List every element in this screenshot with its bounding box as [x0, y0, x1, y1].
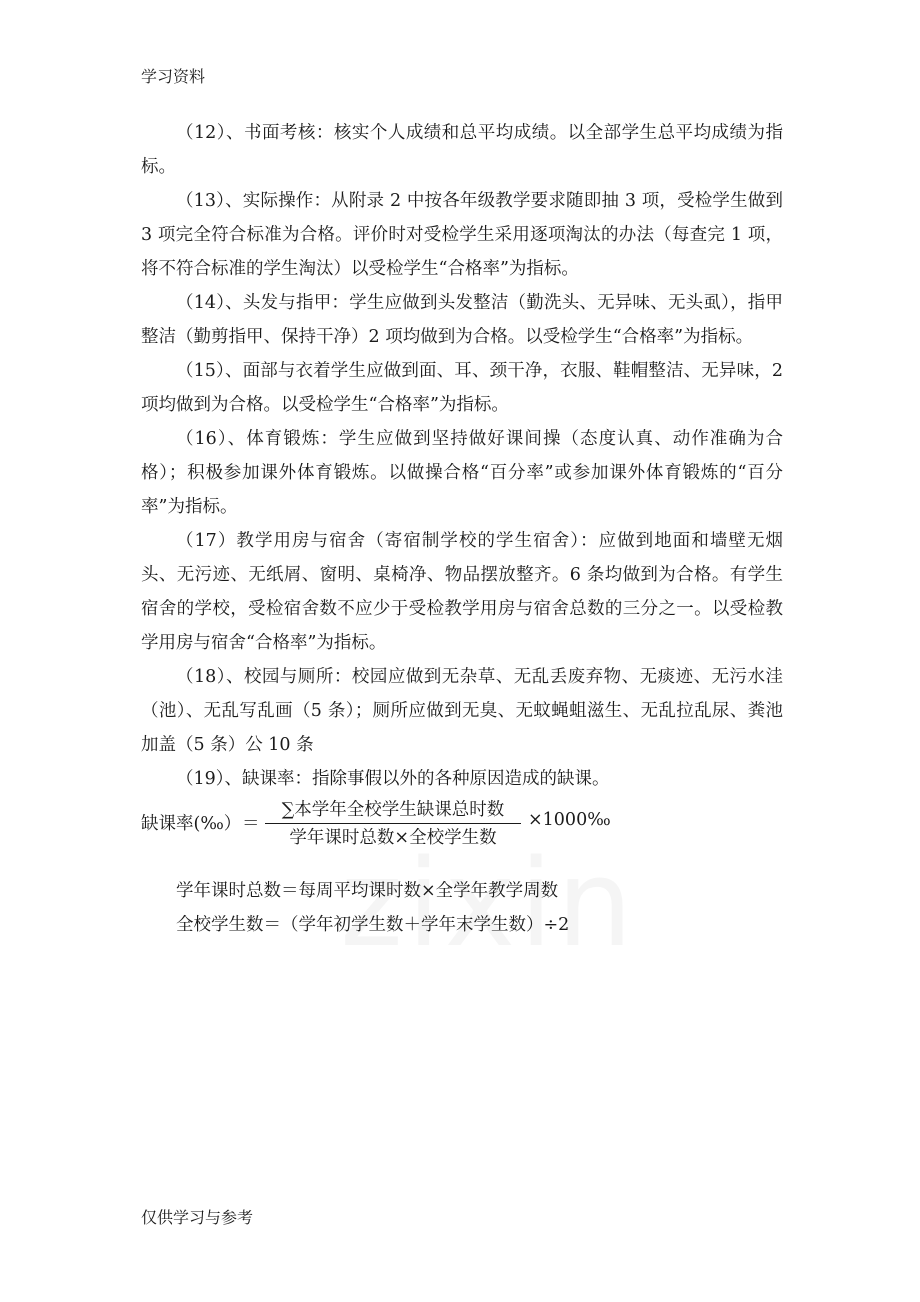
formula-numerator: ∑本学年全校学生缺课总时数: [281, 800, 505, 820]
paragraph-14: （14）、头发与指甲：学生应做到头发整洁（勤洗头、无异味、无头虱），指甲整洁（勤剪指甲、保持干净）2 项均做到为合格。以受检学生“合格率”为指标。: [141, 293, 783, 347]
paragraph-16: （16）、体育锻炼：学生应做到坚持做好课间操（态度认真、动作准确为合格）；积极参加课外体育锻炼。以做操合格“百分率”或参加课外体育锻炼的“百分率”为指标。: [141, 429, 783, 517]
page-footer: 仅供学习与参考: [141, 1208, 254, 1227]
paragraph-15: （15）、面部与衣着学生应做到面、耳、颈干净，衣服、鞋帽整洁、无异味，2 项均做到为合格。以受检学生“合格率”为指标。: [141, 361, 783, 415]
definition-student-count: 全校学生数＝（学年初学生数＋学年末学生数）÷2: [176, 915, 570, 935]
formula-fraction: [265, 798, 521, 850]
absence-rate-formula: [141, 798, 783, 852]
fraction-bar: [265, 823, 521, 824]
formula-lhs: 缺课率(‰）: [141, 814, 242, 834]
formula-equals: ＝: [242, 814, 260, 834]
paragraph-18: （18）、校园与厕所：校园应做到无杂草、无乱丢废弃物、无痰迹、无污水洼（池）、无乱写乱画（5 条）；厕所应做到无臭、无蚊蝇蛆滋生、无乱拉乱尿、粪池加盖（5 条）公 10 条: [141, 667, 783, 755]
paragraph-13: （13）、实际操作：从附录 2 中按各年级教学要求随即抽 3 项，受检学生做到 3 项完全符合标准为合格。评价时对受检学生采用逐项淘汰的办法（每查完 1 项，将不符合标准的学生淘汰）以受检学生“合格率”为指标。: [141, 191, 783, 279]
formula-rhs: ×1000‰: [528, 810, 611, 830]
document-body: [141, 116, 783, 942]
definition-total-hours: 学年课时总数＝每周平均课时数×全学年教学周数: [176, 881, 559, 901]
paragraph-19: （19）、缺课率：指除事假以外的各种原因造成的缺课。: [176, 769, 610, 789]
paragraph-17: （17）教学用房与宿舍（寄宿制学校的学生宿舍）：应做到地面和墙壁无烟头、无污迹、无纸屑、窗明、桌椅净、物品摆放整齐。6 条均做到为合格。有学生宿舍的学校，受检宿舍数不应少于受检教学用房与宿舍总数的三分之一。以受检教学用房与宿舍“合格率”为指标。: [141, 531, 783, 653]
paragraph-12: （12）、书面考核：核实个人成绩和总平均成绩。以全部学生总平均成绩为指标。: [141, 123, 783, 177]
page-header: 学习资料: [141, 67, 206, 86]
formula-denominator: 学年课时总数×全校学生数: [289, 828, 497, 848]
